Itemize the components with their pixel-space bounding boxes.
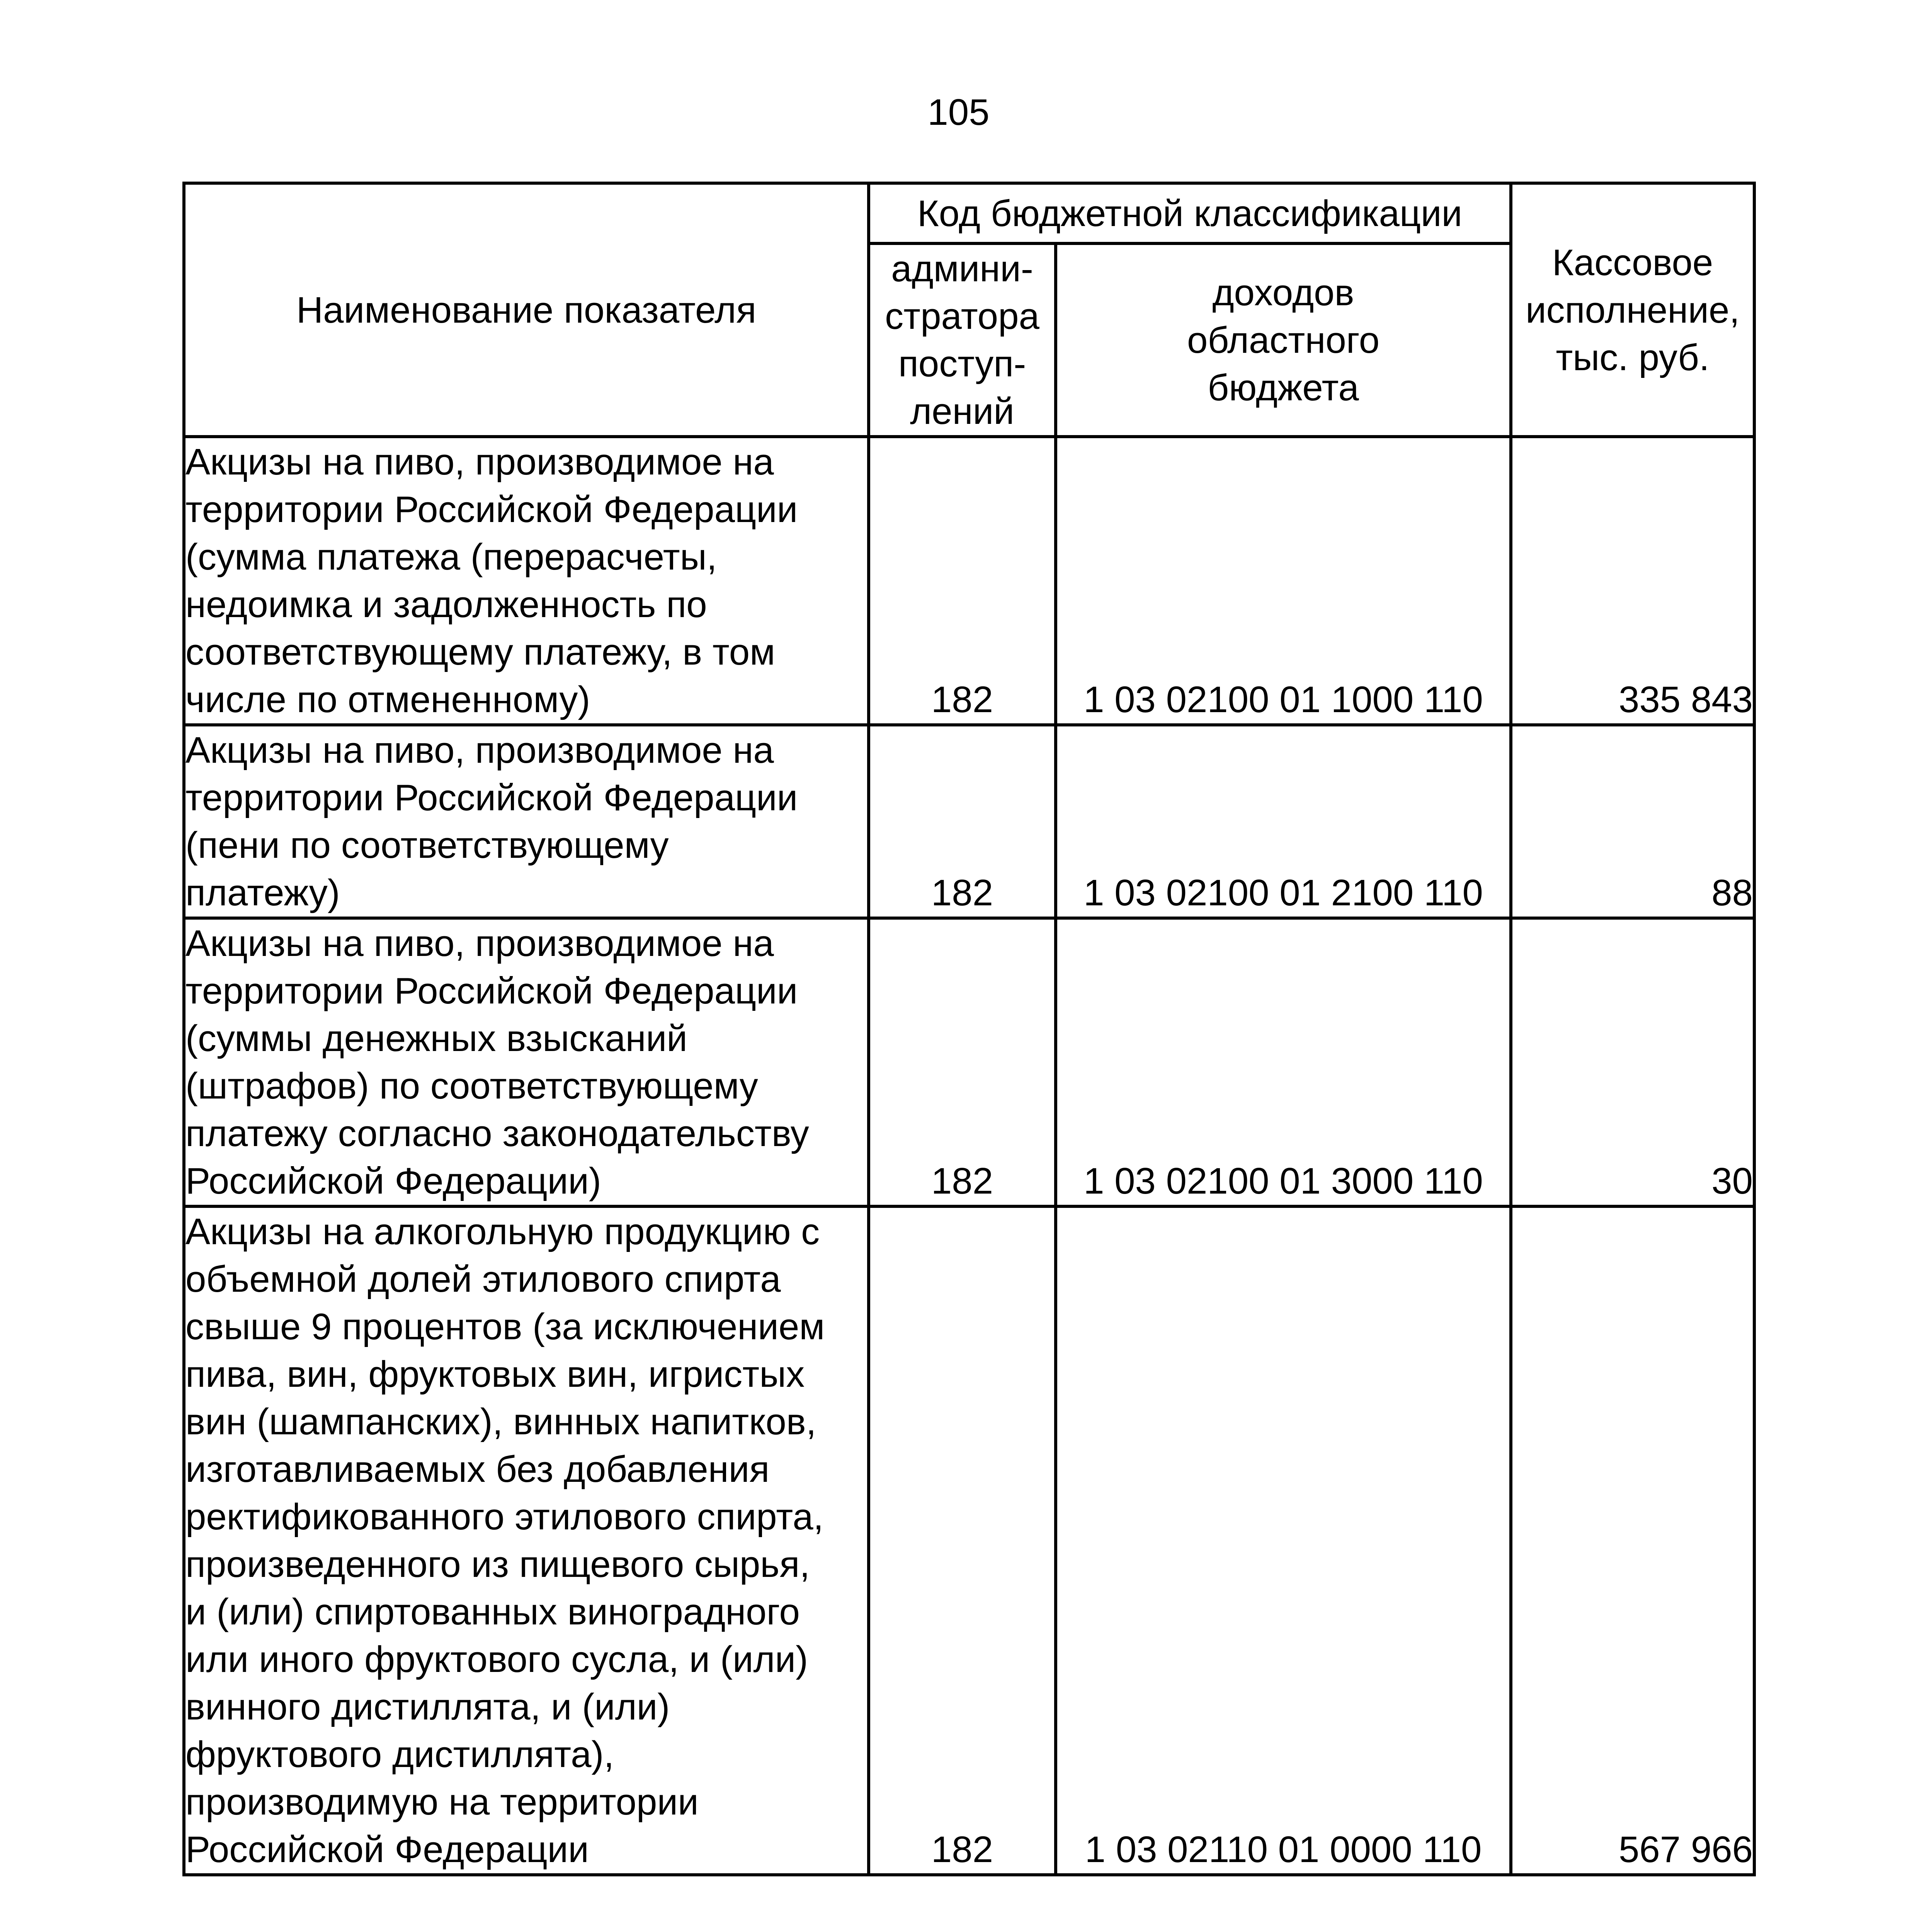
row-amount: 567 966 xyxy=(1511,1206,1754,1875)
row-indicator-name: Акцизы на алкогольную продукцию с объемной долей этилового спирта свыше 9 процентов (за исключением пива, вин, фруктовых вин, игристых вин (шампанских), винных напитков, изготавливаемых без добавления ректификованного этилового спирта, произведенного из пищевого сырья, и (или) спиртованных виноградного или иного фруктового сусла, и (или) винного дистиллята, и (или) фруктового дистиллята), производимую на территории Российской Федерации xyxy=(184,1206,869,1875)
page-number: 105 xyxy=(927,92,990,133)
row-indicator-name: Акцизы на пиво, производимое на территории Российской Федерации (сумма платежа (перерасчеты, недоимка и задолженность по соответствующему платежу, в том числе по отмененному) xyxy=(184,437,869,725)
row-revenue-code: 1 03 02100 01 1000 110 xyxy=(1056,437,1511,725)
budget-revenue-table xyxy=(182,182,1756,1876)
header-regional-budget-revenue: доходов областного бюджета xyxy=(1056,243,1511,437)
row-administrator-code: 182 xyxy=(869,918,1056,1206)
header-indicator-name: Наименование показателя xyxy=(184,183,869,437)
row-indicator-name: Акцизы на пиво, производимое на территории Российской Федерации (пени по соответствующему платежу) xyxy=(184,725,869,918)
row-amount: 335 843 xyxy=(1511,437,1754,725)
header-revenue-administrator: админи- стратора поступ- лений xyxy=(869,243,1056,437)
row-administrator-code: 182 xyxy=(869,725,1056,918)
row-amount: 30 xyxy=(1511,918,1754,1206)
row-amount: 88 xyxy=(1511,725,1754,918)
row-revenue-code: 1 03 02110 01 0000 110 xyxy=(1056,1206,1511,1875)
table-body xyxy=(184,437,1754,1875)
table-row xyxy=(184,918,1754,1206)
table-row xyxy=(184,725,1754,918)
row-indicator-name: Акцизы на пиво, производимое на территории Российской Федерации (суммы денежных взысканий (штрафов) по соответствующему платежу согласно законодательству Российской Федерации) xyxy=(184,918,869,1206)
table-row xyxy=(184,1206,1754,1875)
row-revenue-code: 1 03 02100 01 2100 110 xyxy=(1056,725,1511,918)
row-administrator-code: 182 xyxy=(869,437,1056,725)
header-row-top xyxy=(184,183,1754,243)
row-revenue-code: 1 03 02100 01 3000 110 xyxy=(1056,918,1511,1206)
row-administrator-code: 182 xyxy=(869,1206,1056,1875)
table-row xyxy=(184,437,1754,725)
header-budget-classification-code: Код бюджетной классификации xyxy=(869,183,1511,243)
header-cash-execution: Кассовое исполнение, тыс. руб. xyxy=(1511,183,1754,437)
table-header xyxy=(184,183,1754,437)
